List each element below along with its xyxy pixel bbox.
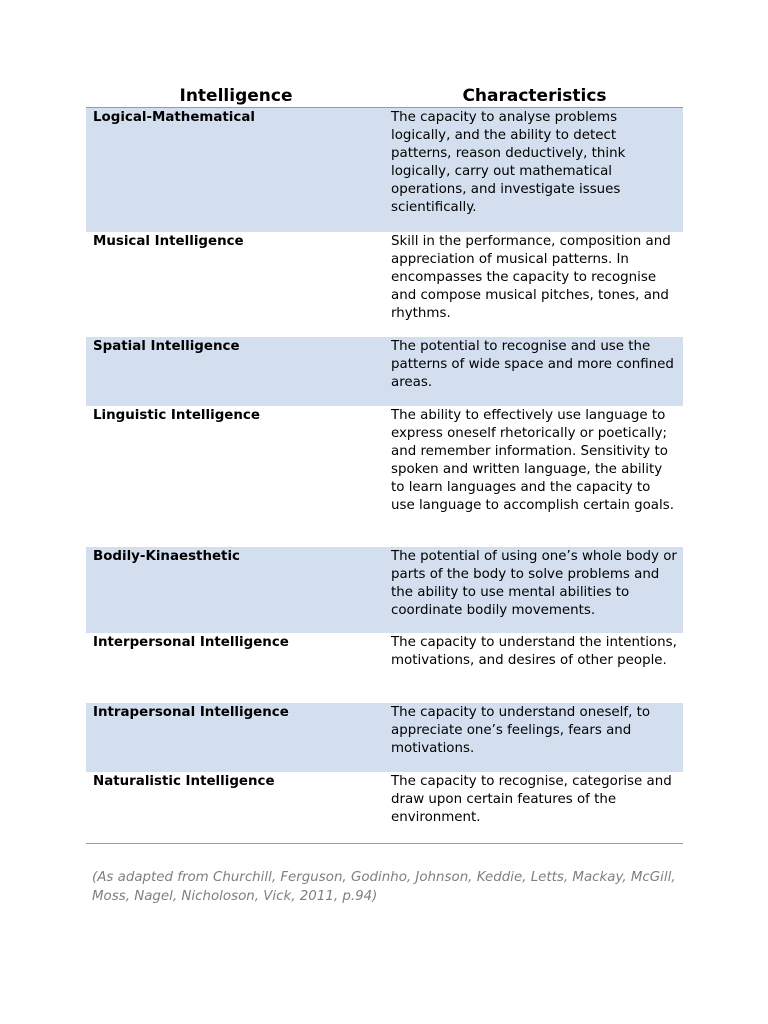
intelligence-name: Spatial Intelligence <box>93 339 240 354</box>
table-row <box>86 232 683 337</box>
table-row <box>86 337 683 406</box>
table-row <box>86 633 683 703</box>
intelligence-description: The capacity to analyse problems logically, and the ability to detect patterns, reason deductively, think logically, carry out mathematical operations, and investigate issues scientifically. <box>391 110 626 215</box>
intelligence-description: The capacity to understand the intentions, motivations, and desires of other people. <box>391 635 677 668</box>
intelligence-name: Logical-Mathematical <box>93 110 255 125</box>
header-intelligence: Intelligence <box>179 86 293 106</box>
intelligences-table <box>86 84 683 844</box>
intelligence-description: Skill in the performance, composition and appreciation of musical patterns. In encompasses the capacity to recognise and compose musical pitches, tones, and rhythms. <box>391 234 671 321</box>
table-row <box>86 772 683 843</box>
table-row <box>86 108 683 232</box>
intelligence-description: The capacity to understand oneself, to appreciate one’s feelings, fears and motivations. <box>391 705 651 756</box>
intelligence-name: Interpersonal Intelligence <box>93 635 289 650</box>
intelligence-description: The ability to effectively use language to express oneself rhetorically or poetically; and remember information. Sensitivity to spoken and written language, the ability to learn languages and the capacity to use language to accomplish certain goals. <box>391 408 674 513</box>
intelligence-name: Linguistic Intelligence <box>93 408 260 423</box>
intelligence-name: Intrapersonal Intelligence <box>93 705 289 720</box>
table-row <box>86 703 683 772</box>
intelligence-name: Musical Intelligence <box>93 234 244 249</box>
table-row <box>86 406 683 547</box>
intelligence-description: The capacity to recognise, categorise and draw upon certain features of the environment. <box>391 774 672 825</box>
header-characteristics: Characteristics <box>462 86 607 106</box>
intelligence-description: The potential of using one’s whole body or parts of the body to solve problems and the ability to use mental abilities to coordinate bodily movements. <box>391 549 677 618</box>
intelligence-name: Naturalistic Intelligence <box>93 774 275 789</box>
intelligence-name: Bodily-Kinaesthetic <box>93 549 240 564</box>
table-header-row <box>86 84 683 108</box>
intelligence-description: The potential to recognise and use the patterns of wide space and more confined areas. <box>391 339 674 390</box>
table-bottom-rule <box>86 843 683 844</box>
table-row <box>86 547 683 633</box>
source-citation: (As adapted from Churchill, Ferguson, Godinho, Johnson, Keddie, Letts, Mackay, McGill, Moss, Nagel, Nicholoson, Vick, 2011, p.94) <box>92 870 676 904</box>
